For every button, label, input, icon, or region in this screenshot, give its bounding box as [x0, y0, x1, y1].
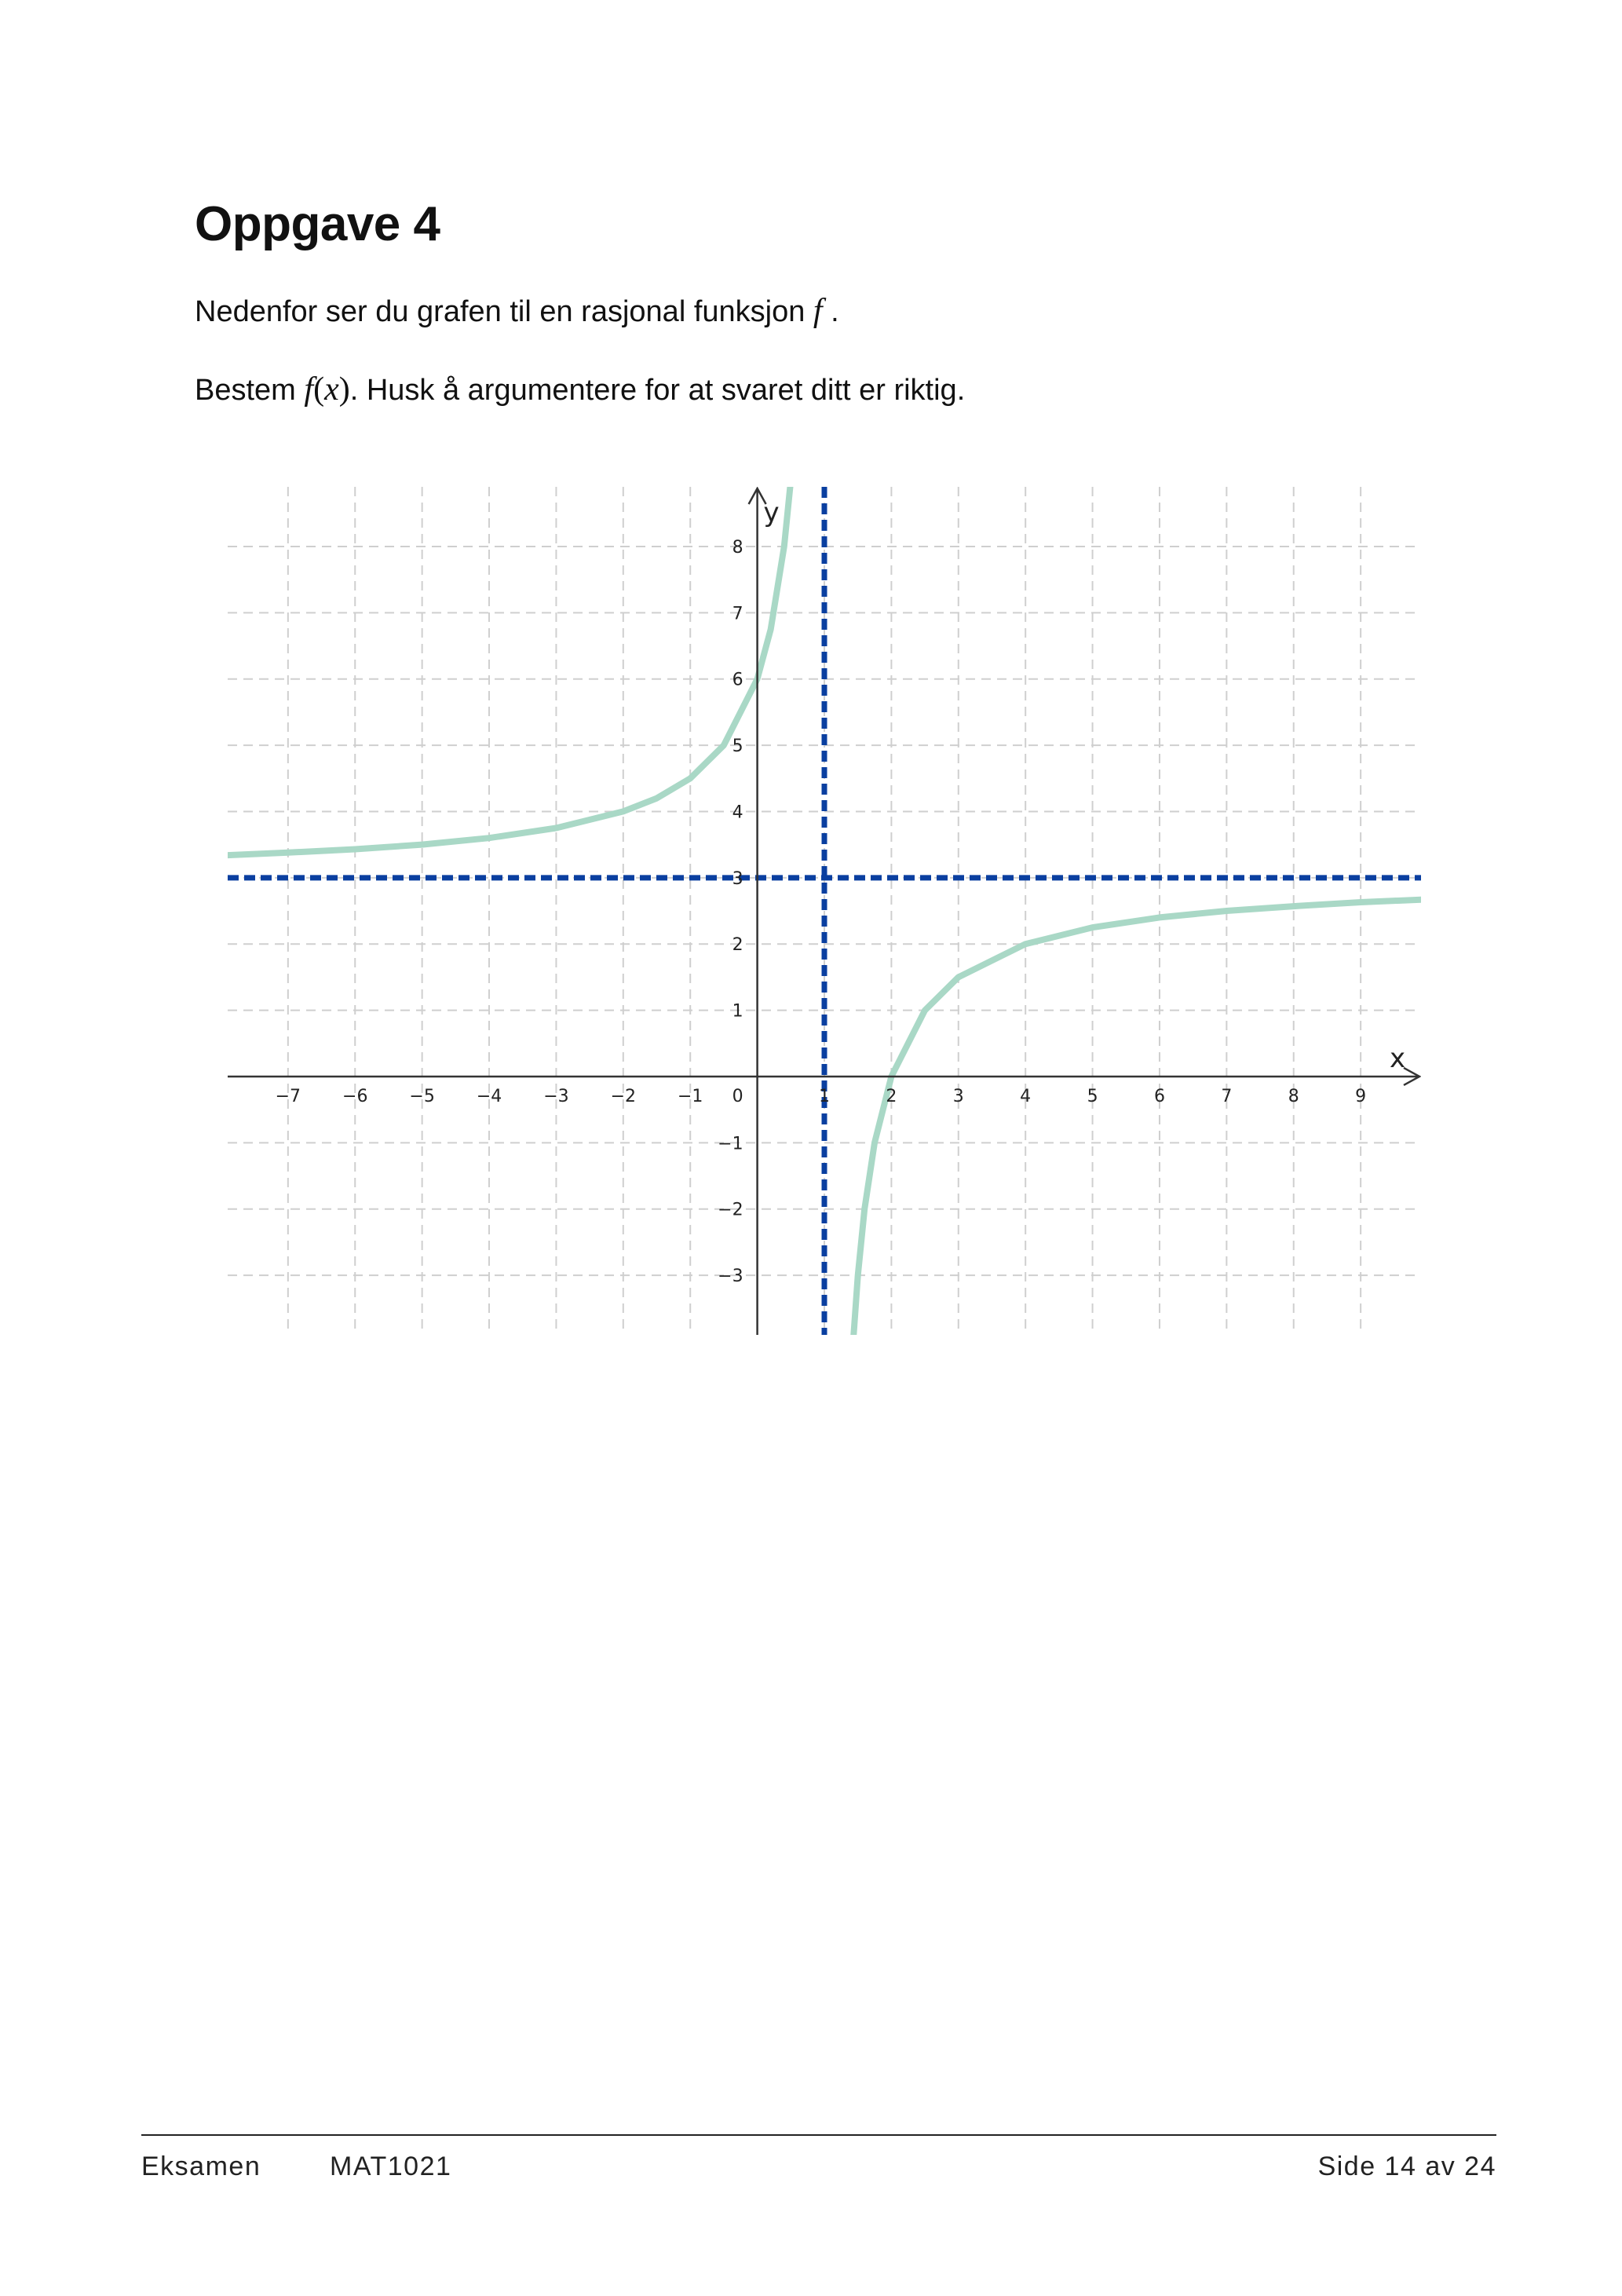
y-tick-label: 6 — [732, 670, 743, 690]
x-tick-label: −5 — [409, 1086, 435, 1106]
task-question — [195, 371, 965, 408]
y-tick-label: 2 — [732, 935, 743, 956]
task-intro-end: . — [831, 295, 839, 328]
footer-exam: Eksamen — [141, 2152, 261, 2181]
x-tick-label: 3 — [952, 1086, 964, 1106]
task-intro-text: Nedenfor ser du grafen til en rasjonal funksjon — [195, 295, 806, 328]
function-name: f — [304, 371, 314, 408]
function-expression — [304, 371, 349, 408]
x-tick-label: 7 — [1221, 1086, 1233, 1106]
paren-open: ( — [313, 371, 325, 408]
x-tick-label: 9 — [1355, 1086, 1367, 1106]
curve-left-branch — [228, 487, 791, 855]
y-tick-label: −1 — [718, 1134, 743, 1154]
task-question-rest: . Husk å argumentere for at svaret ditt er riktig. — [349, 374, 966, 407]
task-heading: Oppgave 4 — [195, 197, 440, 251]
tick-labels — [276, 497, 1405, 1286]
x-tick-label: 1 — [819, 1086, 830, 1106]
x-tick-label: 2 — [886, 1086, 897, 1106]
y-tick-label: 1 — [732, 1001, 743, 1022]
footer-divider — [141, 2134, 1496, 2136]
x-tick-label: 4 — [1020, 1086, 1032, 1106]
function-argument: x — [324, 371, 339, 408]
y-axis-title: y — [763, 497, 780, 528]
footer-page-number: Side 14 av 24 — [1317, 2152, 1496, 2181]
x-tick-label: −3 — [543, 1086, 569, 1106]
x-axis-title: x — [1389, 1042, 1406, 1074]
curve-right-branch — [853, 900, 1421, 1335]
paren-close: ) — [338, 371, 350, 408]
y-tick-label: 3 — [732, 868, 743, 889]
x-tick-label: −6 — [342, 1086, 368, 1106]
y-tick-label: 4 — [732, 803, 743, 823]
y-tick-label: 5 — [732, 737, 743, 757]
task-question-start: Bestem — [195, 374, 296, 407]
x-tick-label: −4 — [476, 1086, 502, 1106]
x-tick-label: −7 — [275, 1086, 301, 1106]
y-tick-label: −2 — [718, 1200, 743, 1220]
y-tick-label: −3 — [718, 1267, 743, 1287]
x-tick-label: 8 — [1288, 1086, 1299, 1106]
y-tick-label: 7 — [732, 604, 743, 624]
function-symbol: f — [813, 293, 823, 329]
y-tick-label: 8 — [732, 537, 743, 558]
x-tick-label: 6 — [1153, 1086, 1165, 1106]
task-intro — [195, 292, 839, 330]
function-graph — [228, 487, 1421, 1335]
x-tick-label: −1 — [677, 1086, 703, 1106]
x-tick-label: −2 — [610, 1086, 637, 1106]
x-tick-label: 5 — [1087, 1086, 1098, 1106]
footer-course: MAT1021 — [330, 2152, 452, 2181]
origin-label: 0 — [732, 1086, 743, 1106]
